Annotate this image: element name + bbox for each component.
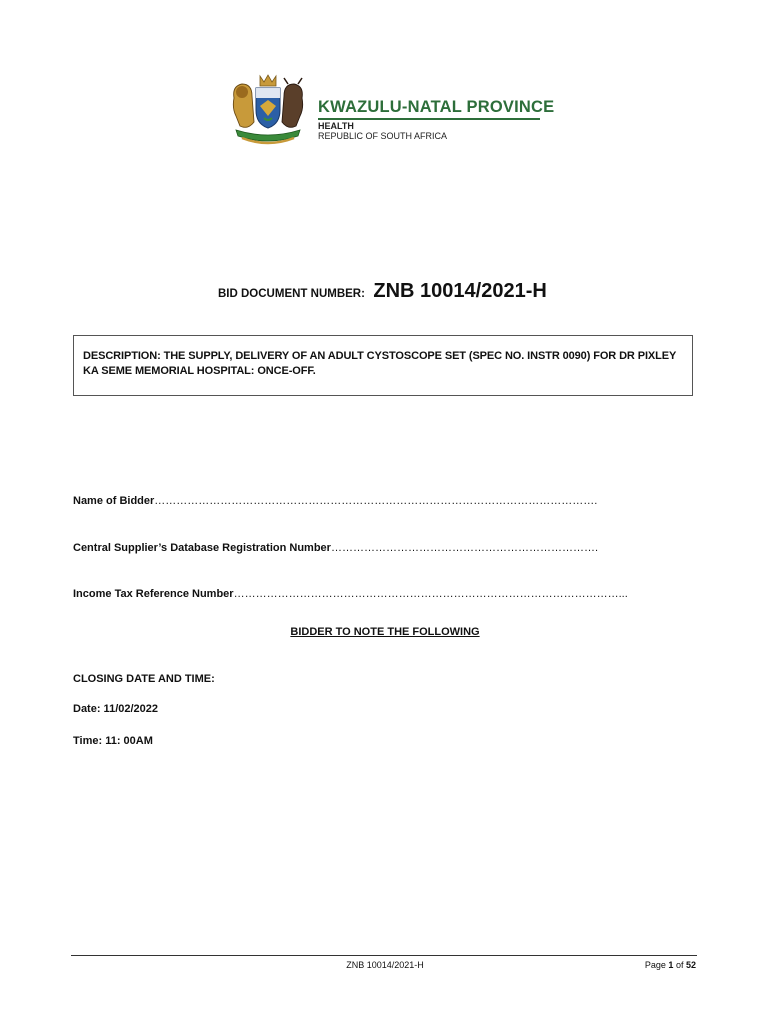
bidder-note-heading: BIDDER TO NOTE THE FOLLOWING — [290, 626, 480, 638]
bid-number-value: ZNB 10014/2021-H — [373, 280, 547, 302]
department-name: HEALTH — [318, 121, 354, 131]
kzn-coat-of-arms-icon — [226, 72, 310, 150]
bidder-name-blank: …………………………………………………………………………………………………………. — [154, 495, 598, 507]
bid-number-label: BID DOCUMENT NUMBER: — [218, 288, 365, 300]
page-prefix: Page — [644, 960, 666, 970]
tax-reference-label: Income Tax Reference Number — [73, 588, 234, 600]
csd-registration-label: Central Supplier’s Database Registration Number — [73, 542, 331, 554]
description-box — [73, 335, 693, 396]
csd-registration-field — [73, 542, 598, 554]
bidder-name-field — [73, 495, 597, 507]
header-divider — [318, 118, 540, 120]
country-name: REPUBLIC OF SOUTH AFRICA — [318, 131, 448, 141]
tax-reference-field — [73, 588, 628, 600]
header-logo — [226, 72, 555, 152]
closing-heading: CLOSING DATE AND TIME: — [73, 673, 215, 685]
footer-doc-number: ZNB 10014/2021-H — [346, 960, 424, 970]
province-title: KWAZULU-NATAL PROVINCE — [318, 98, 555, 116]
footer-divider — [71, 955, 697, 956]
closing-date: Date: 11/02/2022 — [73, 703, 159, 715]
csd-registration-blank: ………………………………………………………………. — [330, 542, 599, 554]
closing-time: Time: 11: 00AM — [73, 735, 153, 747]
page-of: of — [675, 960, 684, 970]
page-current: 1 — [668, 960, 674, 970]
tax-reference-blank: ……………………………………………………………………………………………... — [233, 588, 628, 600]
bid-number-row — [218, 280, 547, 303]
page-total: 52 — [685, 960, 696, 970]
footer-page-number — [645, 960, 696, 970]
description-text: DESCRIPTION: THE SUPPLY, DELIVERY OF AN ADULT CYSTOSCOPE SET (SPEC NO. INSTR 0090) FOR DR PIXLEY KA SEME MEMORIAL HOSPITAL: ONCE-OFF. — [83, 350, 677, 377]
bidder-name-label: Name of Bidder — [73, 495, 155, 507]
